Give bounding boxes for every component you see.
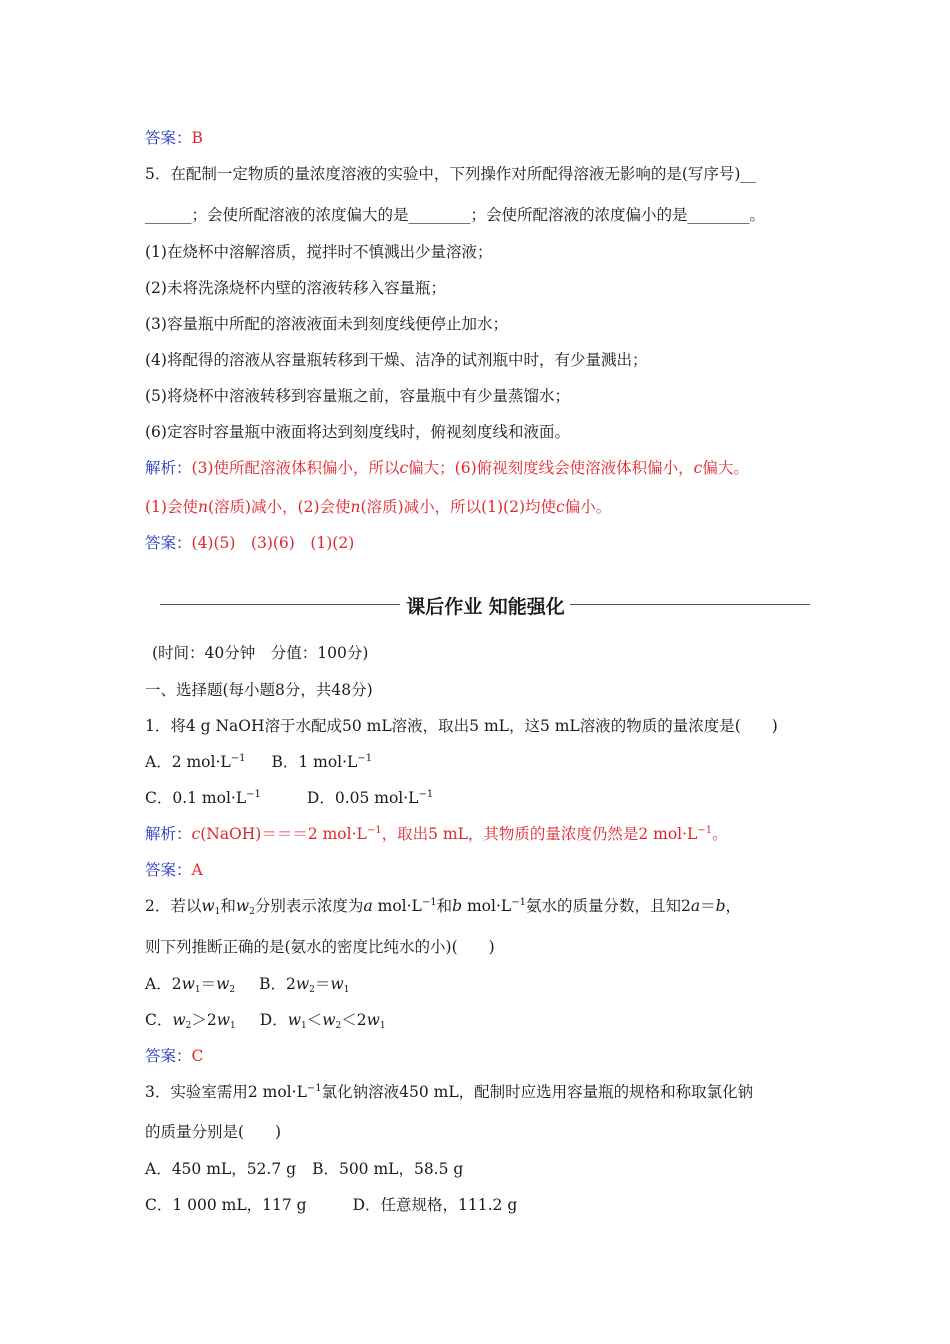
q2-option-b: B．2 <box>259 975 296 993</box>
q2-answer <box>145 1046 203 1066</box>
subscript: 2 <box>335 1021 342 1031</box>
subscript: 2 <box>249 907 255 917</box>
answer-label: 答案： <box>145 534 192 552</box>
text: ＞2 <box>191 1011 217 1029</box>
q3-stem-line1 <box>145 1082 753 1102</box>
q2-options-ab <box>145 974 349 994</box>
var-w: w <box>322 1011 336 1029</box>
text: 2．若以 <box>145 897 202 915</box>
analysis-text: (3)使所配溶液体积偏小，所以 <box>191 459 400 477</box>
subscript: 1 <box>301 1021 307 1031</box>
q1-option-b: B．1 mol·L <box>271 753 358 771</box>
q5-stem-line2: ______；会使所配溶液的浓度偏大的是________；会使所配溶液的浓度偏小的是________。 <box>145 206 766 224</box>
q1-options-cd <box>145 788 433 808</box>
var-w: w <box>201 897 215 915</box>
answer-label: 答案： <box>145 1047 192 1065</box>
analysis-text: 偏大；(6)俯视刻度线会使溶液体积偏小， <box>408 459 694 477</box>
var-a: a <box>690 897 701 915</box>
q5-option-6: (6)定容时容量瓶中液面将达到刻度线时，俯视刻度线和液面。 <box>145 423 570 441</box>
q5-option-4: (4)将配得的溶液从容量瓶转移到干燥、洁净的试剂瓶中时，有少量溅出； <box>145 351 648 369</box>
var-b: b <box>452 897 463 915</box>
q5-analysis-line2 <box>145 497 611 517</box>
superscript: −1 <box>357 753 373 764</box>
var-n: n <box>197 498 208 516</box>
q1-option-d: D．0.05 mol·L <box>306 789 419 807</box>
section-banner <box>145 590 810 620</box>
q5-stem-line1: 5．在配制一定物质的量浓度溶液的实验中，下列操作对所配得溶液无影响的是(写序号)__ <box>145 165 756 183</box>
answer-value: C <box>191 1047 204 1065</box>
answer-value: (4)(5) (3)(6) (1)(2) <box>191 534 355 552</box>
analysis-text: 偏大。 <box>702 459 749 477</box>
subscript: 1 <box>379 1021 386 1031</box>
q3-stem-line2: 的质量分别是( ) <box>145 1123 282 1141</box>
text: ＝ <box>314 975 331 993</box>
superscript: −1 <box>366 825 382 836</box>
superscript: −1 <box>306 1083 322 1094</box>
superscript: −1 <box>421 897 437 908</box>
superscript: −1 <box>697 825 713 836</box>
analysis-label: 解析： <box>145 459 192 477</box>
q4-answer <box>145 128 203 148</box>
analysis-text: ，取出5 mL，其物质的量浓度仍然是2 mol·L <box>381 825 698 843</box>
var-w: w <box>216 975 230 993</box>
time-info: (时间：40分钟 分值：100分) <box>152 644 369 662</box>
superscript: −1 <box>246 789 261 800</box>
q3-option-c: C．1 000 mL，117 g <box>145 1196 307 1214</box>
q2-option-c: C． <box>145 1011 173 1029</box>
q5-analysis-line1 <box>145 458 749 478</box>
text: 氯化钠溶液450 mL，配制时应选用容量瓶的规格和称取氯化钠 <box>321 1083 754 1101</box>
q2-stem-line1 <box>145 896 741 916</box>
analysis-text: (NaOH)＝＝＝2 mol·L <box>200 825 367 843</box>
q1-options-ab <box>145 752 372 772</box>
banner-rule-right <box>570 604 810 605</box>
q2-stem-line2: 则下列推断正确的是(氨水的密度比纯水的小)( ) <box>145 938 495 956</box>
subscript: 1 <box>194 985 201 995</box>
text: mol·L <box>466 897 512 915</box>
analysis-text: (溶质)减小，所以(1)(2)均使 <box>360 498 557 516</box>
text: mol·L <box>377 897 422 915</box>
subscript: 2 <box>229 985 236 995</box>
answer-value: B <box>191 129 203 147</box>
text: ＜2 <box>341 1011 367 1029</box>
var-n: n <box>350 498 361 516</box>
q3-options-ab <box>145 1159 463 1179</box>
answer-label: 答案： <box>145 861 192 879</box>
q2-options-cd <box>145 1010 386 1030</box>
var-a: a <box>363 897 373 915</box>
q2-option-a: A．2 <box>145 975 182 993</box>
var-w: w <box>172 1011 186 1029</box>
subscript: 1 <box>343 985 350 995</box>
q3-option-d: D．任意规格，111.2 g <box>352 1196 518 1214</box>
q1-stem: 1．将4 g NaOH溶于水配成50 mL溶液，取出5 mL，这5 mL溶液的物质的量浓度是( ) <box>145 717 778 735</box>
q1-option-a: A．2 mol·L <box>145 753 231 771</box>
answer-value: A <box>191 861 203 879</box>
var-w: w <box>366 1011 380 1029</box>
var-w: w <box>216 1011 231 1029</box>
q2-option-d: D． <box>259 1011 288 1029</box>
var-w: w <box>295 975 310 993</box>
subscript: 2 <box>185 1021 192 1031</box>
banner-rule-left <box>160 604 400 605</box>
superscript: −1 <box>511 897 526 908</box>
q1-analysis <box>145 824 728 844</box>
subscript: 1 <box>230 1021 236 1031</box>
var-w: w <box>287 1011 301 1029</box>
answer-label: 答案： <box>145 129 192 147</box>
text: ＜ <box>306 1011 323 1029</box>
q5-option-2: (2)未将洗涤烧杯内壁的溶液转移入容量瓶； <box>145 279 446 297</box>
var-c: c <box>191 825 201 843</box>
analysis-text: 偏小。 <box>564 498 612 516</box>
analysis-label: 解析： <box>145 825 192 843</box>
var-w: w <box>181 975 195 993</box>
superscript: −1 <box>230 753 246 764</box>
superscript: −1 <box>418 789 434 800</box>
text: 和 <box>436 897 453 915</box>
q3-option-a: A．450 mL，52.7 g <box>145 1160 297 1178</box>
var-c: c <box>399 459 409 477</box>
subscript: 1 <box>214 907 221 917</box>
text: 和 <box>220 897 236 915</box>
q5-answer <box>145 533 354 553</box>
var-c: c <box>693 459 703 477</box>
text: 分别表示浓度为 <box>254 897 364 915</box>
text: 氨水的质量分数，且知2 <box>525 897 691 915</box>
q3-options-cd <box>145 1195 517 1215</box>
q5-option-1: (1)在烧杯中溶解溶质，搅拌时不慎溅出少量溶液； <box>145 243 493 261</box>
q3-option-b: B．500 mL，58.5 g <box>312 1160 464 1178</box>
analysis-text: 。 <box>712 825 728 843</box>
var-c: c <box>556 498 565 516</box>
subscript: 2 <box>309 985 315 995</box>
q5-option-3: (3)容量瓶中所配的溶液液面未到刻度线便停止加水； <box>145 315 508 333</box>
q1-answer <box>145 860 203 880</box>
text: 3．实验室需用2 mol·L <box>145 1083 307 1101</box>
analysis-text: (1)会使 <box>145 498 198 516</box>
part-one-heading: 一、选择题(每小题8分，共48分) <box>145 681 373 699</box>
text: ， <box>725 897 742 915</box>
q1-option-c: C．0.1 mol·L <box>145 789 247 807</box>
text: ＝ <box>200 975 217 993</box>
var-w: w <box>330 975 344 993</box>
text: ＝ <box>700 897 716 915</box>
var-b: b <box>715 897 726 915</box>
var-w: w <box>235 897 250 915</box>
q5-option-5: (5)将烧杯中溶液转移到容量瓶之前，容量瓶中有少量蒸馏水； <box>145 387 570 405</box>
analysis-text: (溶质)减小，(2)会使 <box>207 498 351 516</box>
banner-title: 课后作业 知能强化 <box>406 596 565 618</box>
